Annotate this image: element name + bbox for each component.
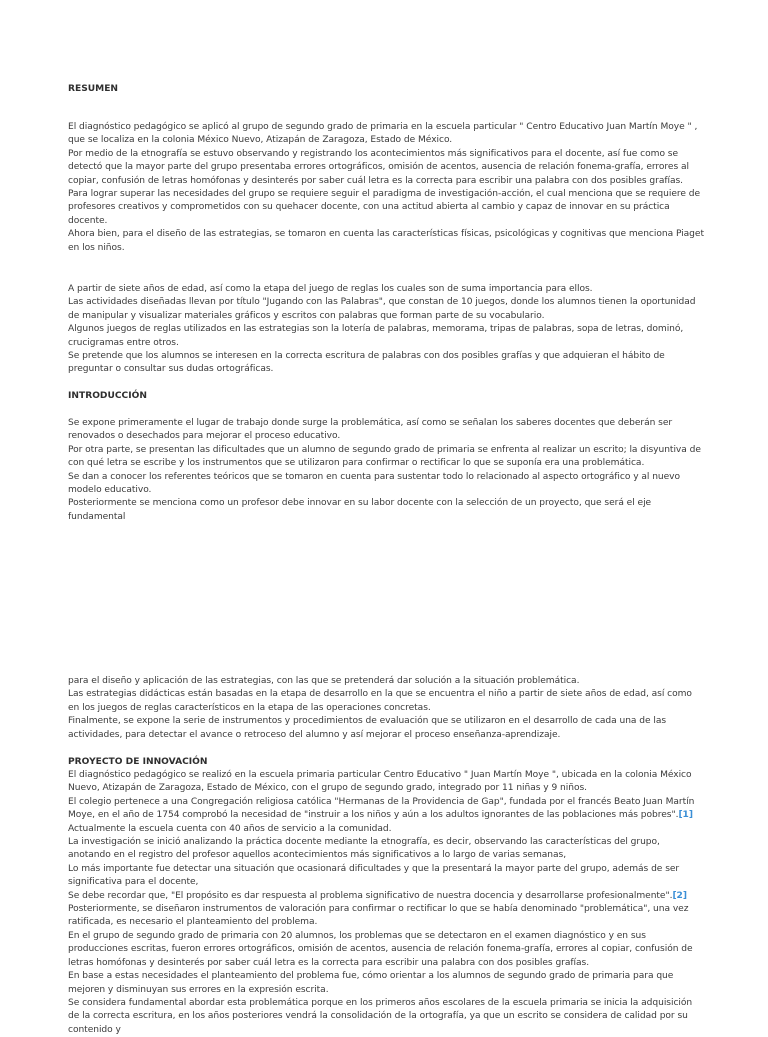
paragraph: Ahora bien, para el diseño de las estrategias, se tomaron en cuenta las características físicas, psicológicas y cognitivas que menciona Piaget en los niños. (68, 229, 704, 253)
paragraph-text: El colegio pertenece a una Congregación religiosa católica "Hermanas de la Providencia de Gap", fundada por el francés Beato Juan Martín Moye, en el año de 1754 comprobó la necesidad de "instruir a los niños y aún a los adultos ignorantes de las poblaciones más pobres". (68, 796, 695, 821)
paragraph: Posteriormente se menciona como un profesor debe innovar en su labor docente con la selección de un proyecto, que será el eje fundamental (68, 498, 652, 522)
paragraph: La investigación se inició analizando la práctica docente mediante la etnografía, es decir, observando las características del grupo, anotando en el registro del profesor aquellos acontecimientos más significativos a lo largo de varias semanas, (68, 837, 660, 861)
paragraph: Posteriormente, se diseñaron instrumentos de valoración para confirmar o rectificar lo que se había denominado "problemática", una vez ratificada, es necesario el planteamiento del problema. (68, 904, 689, 928)
paragraph: Lo más importante fue detectar una situación que ocasionará dificultades y que la presentará la mayor parte del grupo, además de ser significativa para el docente, (68, 863, 680, 888)
paragraph: Finalmente, se expone la serie de instrumentos y procedimientos de evaluación que se utilizaron en el desarrollo de cada una de las actividades, para detectar el avance o retroceso del alumno y así mejorar el proceso enseñanza-aprendizaje. (68, 716, 667, 740)
heading-introduccion: INTRODUCCIÓN (68, 391, 147, 401)
paragraph: Se dan a conocer los referentes teóricos que se tomaron en cuenta para sustentar todo lo relacionado al aspecto ortográfico y al nuevo modelo educativo. (68, 471, 681, 496)
footnote-link-1[interactable]: [1] (678, 810, 693, 821)
paragraph: El diagnóstico pedagógico se realizó en la escuela primaria particular Centro Educativo " Juan Martín Moye ", ubicada en la colonia México Nuevo, Atizapán de Zaragoza, Estado de México, con el grupo de segundo grado, integrado por 11 niñas y 9 niños. (68, 770, 692, 794)
paragraph: Se pretende que los alumnos se interesen en la correcta escritura de palabras con dos posibles grafías y que adquieran el hábito de preguntar o consultar sus dudas ortográficas. (68, 351, 665, 375)
paragraph: Por otra parte, se presentan las dificultades que un alumno de segundo grado de primaria se enfrenta al realizar un escrito; la disyuntiva de con qué letra se escribe y los instrumentos que se utilizaron para confirmar o rectificar lo que se suponía era una problemática. (68, 444, 701, 469)
paragraph: En base a estas necesidades el planteamiento del problema fue, cómo orientar a los alumnos de segundo grado de primaria para que mejoren y disminuyan sus errores en la expresión escrita. (68, 971, 674, 995)
paragraph: Por medio de la etnografía se estuvo observando y registrando los acontecimientos más significativos para el docente, así fue como se detectó que la mayor parte del grupo presentaba errores ortográficos, omisión de acentos, ausencia de relación fonema-grafía, errores al copiar, confusión de letras homófonas y desinterés por saber cuál letra es la correcta para escribir una palabra con dos posibles grafías. (68, 148, 689, 186)
paragraph: Las estrategias didácticas están basadas en la etapa de desarrollo en la que se encuentra el niño a partir de siete años de edad, así como en los juegos de reglas característicos en la etapa de las operaciones concretas. (68, 689, 692, 713)
paragraph: Las actividades diseñadas llevan por título "Jugando con las Palabras", que constan de 10 juegos, donde los alumnos tienen la oportunidad de manipular y visualizar materiales gráficos y escritos con palabras que forman parte de su vocabulario. (68, 297, 696, 321)
paragraph (68, 890, 704, 903)
paragraph: Para lograr superar las necesidades del grupo se requiere seguir el paradigma de investigación-acción, el cual menciona que se requiere de profesores creativos y comprometidos con su quehacer docente, con una actitud abierta al cambio y capaz de innovar en su práctica docente. (68, 189, 701, 226)
heading-resumen: RESUMEN (68, 84, 119, 94)
paragraph: Actualmente la escuela cuenta con 40 años de servicio a la comunidad. (68, 823, 392, 834)
paragraph: El diagnóstico pedagógico se aplicó al grupo de segundo grado de primaria en la escuela particular " Centro Educativo Juan Martín Moye " , que se localiza en la colonia México Nuevo, Atizapán de Zaragoza, Estado de México. (68, 122, 698, 146)
paragraph (68, 796, 704, 823)
paragraph: En el grupo de segundo grado de primaria con 20 alumnos, los problemas que se detectaron en el examen diagnóstico y en sus producciones escritas, fueron errores ortográficos, omisión de acentos, ausencia de relación fonema-grafía, errores al copiar, confusión de letras homófonas y desinterés por saber cuál letra es la correcta para escribir una palabra con dos posibles grafías. (68, 930, 693, 968)
proyecto-block (68, 769, 704, 1037)
heading-proyecto: PROYECTO DE INNOVACIÓN (68, 757, 208, 767)
resumen-block-2 (68, 283, 704, 377)
introduccion-block (68, 417, 704, 524)
paragraph: A partir de siete años de edad, así como la etapa del juego de reglas los cuales son de suma importancia para ellos. (68, 284, 593, 294)
footnote-link-2[interactable]: [2] (672, 890, 687, 901)
paragraph: Se expone primeramente el lugar de trabajo donde surge la problemática, así como se señalan los saberes docentes que deberán ser renovados o desechados para mejorar el proceso educativo. (68, 418, 673, 442)
introduccion-continued-block (68, 675, 704, 742)
paragraph: Se considera fundamental abordar esta problemática porque en los primeros años escolares de la escuela primaria se inicia la adquisición de la correcta escritura, en los años posteriores vendrá la consolidación de la ortografía, ya que un escrito se considera de calidad por su contenido y (68, 997, 693, 1035)
paragraph: Algunos juegos de reglas utilizados en las estrategias son la lotería de palabras, memorama, tripas de palabras, sopa de letras, dominó, crucigramas entre otros. (68, 324, 684, 348)
paragraph: para el diseño y aplicación de las estrategias, con las que se pretenderá dar solución a la situación problemática. (68, 676, 580, 686)
paragraph-text: Se debe recordar que, "El propósito es dar respuesta al problema significativo de nuestra docencia y desarrollarse profesionalmente". (68, 890, 673, 901)
resumen-block-1 (68, 121, 704, 255)
